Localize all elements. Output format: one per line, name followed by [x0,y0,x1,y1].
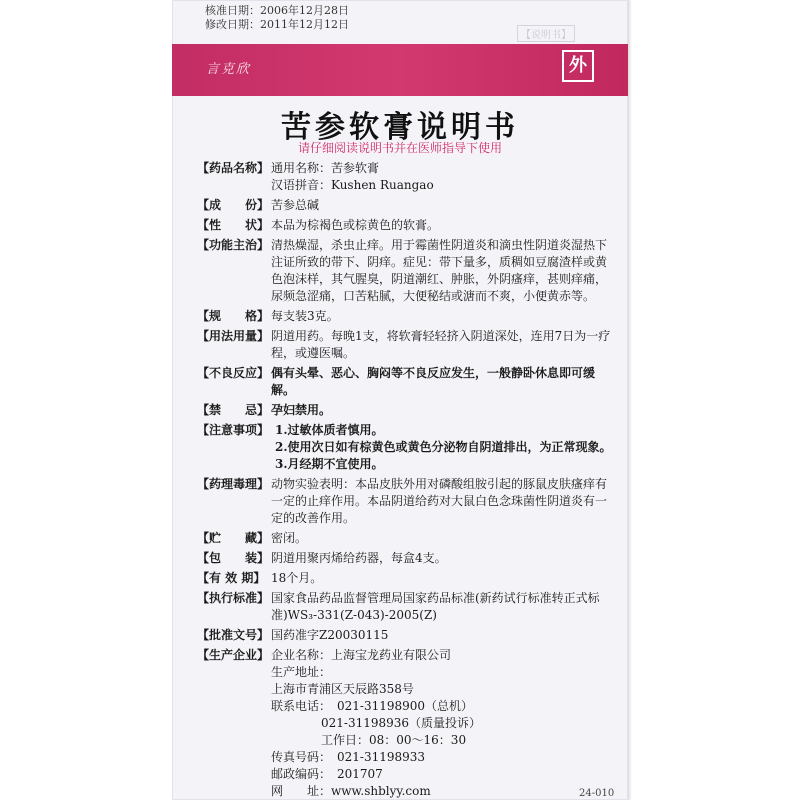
section-label: 【批准文号】 [197,628,270,642]
section-value: 密闭。 [271,531,308,545]
work-hours: 工作日：08：00～16：30 [321,733,467,747]
section-label: 【包 装】 [197,551,270,565]
section-value: 孕妇禁用。 [271,403,332,417]
section-value: 阴道用药。每晚1支，将软膏轻轻挤入阴道深处，连用7日为一疗程，或遵医嘱。 [271,329,611,360]
section-standard [197,590,617,624]
section-indications [197,237,617,305]
leaflet-sections [197,160,617,803]
external-use-mark: 外 [562,50,594,82]
section-value: 18个月。 [271,571,323,585]
address-label: 生产地址： [271,665,332,679]
caution-item: 2.使用次日如有棕黄色或黄色分泌物自阴道排出，为正常现象。 [275,440,612,454]
phone-complaint: 021-31198936（质量投诉） [321,716,482,730]
caution-item: 1.过敏体质者慎用。 [275,423,384,437]
address: 上海市青浦区天辰路358号 [271,682,414,696]
phone-main: 联系电话： 021-31198900（总机） [271,699,474,713]
section-label: 【用法用量】 [197,329,270,343]
section-adverse [197,365,617,399]
section-value: 清热燥湿，杀虫止痒。用于霉菌性阴道炎和滴虫性阴道炎湿热下注证所致的带下、阴痒。症见：带下量多，质稠如豆腐渣样或黄色泡沫样，其气腥臭，阴道潮红、肿胀，外阴瘙痒，甚则痒痛，尿频急涩痛，口苦粘腻，大便秘结或溏而不爽，小便黄赤等。 [271,238,608,303]
section-label: 【注意事项】 [197,423,270,437]
section-approval [197,627,617,644]
section-value: 苦参总碱 [271,198,320,212]
section-label: 【药品名称】 [197,161,270,175]
pinyin-name: 汉语拼音：Kushen Ruangao [271,178,434,192]
section-label: 【禁 忌】 [197,403,270,417]
section-label: 【不良反应】 [197,366,270,380]
section-label: 【成 份】 [197,198,270,212]
section-contra [197,402,617,419]
section-label: 【执行标准】 [197,591,270,605]
footer-code: 24-010 [579,788,615,799]
section-label: 【有 效 期】 [197,571,266,585]
approve-date: 核准日期：2006年12月28日 [205,4,349,17]
date-block [205,4,349,32]
website: 网 址：www.shblyy.com [271,784,431,798]
section-value: 国家食品药品监督管理局国家药品标准(新药试行标准转正式标准)WS₃-331(Z-043)-2005(Z) [271,591,600,622]
section-label: 【生产企业】 [197,648,270,662]
section-label: 【性 状】 [197,218,270,232]
section-label: 【药理毒理】 [197,477,270,491]
revise-date: 修改日期：2011年12月12日 [205,18,349,31]
section-value: 本品为棕褐色或棕黄色的软膏。 [271,218,440,232]
section-ingredients [197,197,617,214]
section-spec [197,308,617,325]
document-title: 苦参软膏说明书 [281,110,519,145]
section-validity [197,570,617,587]
section-value: 国药准字Z20030115 [271,628,389,642]
section-label: 【规 格】 [197,309,270,323]
section-pharmacology [197,476,617,527]
brand-logo: 言克欣 [206,62,252,77]
section-storage [197,530,617,547]
section-cautions [197,422,617,473]
section-value: 偶有头晕、恶心、胸闷等不良反应发生，一般静卧休息即可缓解。 [271,366,596,397]
common-name: 通用名称：苦参软膏 [271,161,380,175]
section-label: 【功能主治】 [197,238,270,252]
page-edge [628,0,632,800]
section-manufacturer [197,647,617,800]
section-value: 动物实验表明：本品皮肤外用对磷酸组胺引起的豚鼠皮肤瘙痒有一定的止痒作用。本品阴道给药对大鼠白色念珠菌性阴道炎有一定的改善作用。 [271,477,608,525]
caution-item: 3.月经期不宜使用。 [275,457,384,471]
section-name [197,160,617,194]
fax: 传真号码： 021-31198933 [271,750,426,764]
section-label: 【贮 藏】 [197,531,270,545]
company-name: 企业名称：上海宝龙药业有限公司 [271,648,452,662]
faint-tag: 【说明书】 [517,25,575,42]
section-value: 每支装3克。 [271,309,339,323]
usage-warning: 请仔细阅读说明书并在医师指导下使用 [297,141,502,155]
section-usage [197,328,617,362]
section-properties [197,217,617,234]
section-value: 阴道用聚丙烯给药器，每盒4支。 [271,551,447,565]
postcode: 邮政编码： 201707 [271,767,383,781]
section-package [197,550,617,567]
